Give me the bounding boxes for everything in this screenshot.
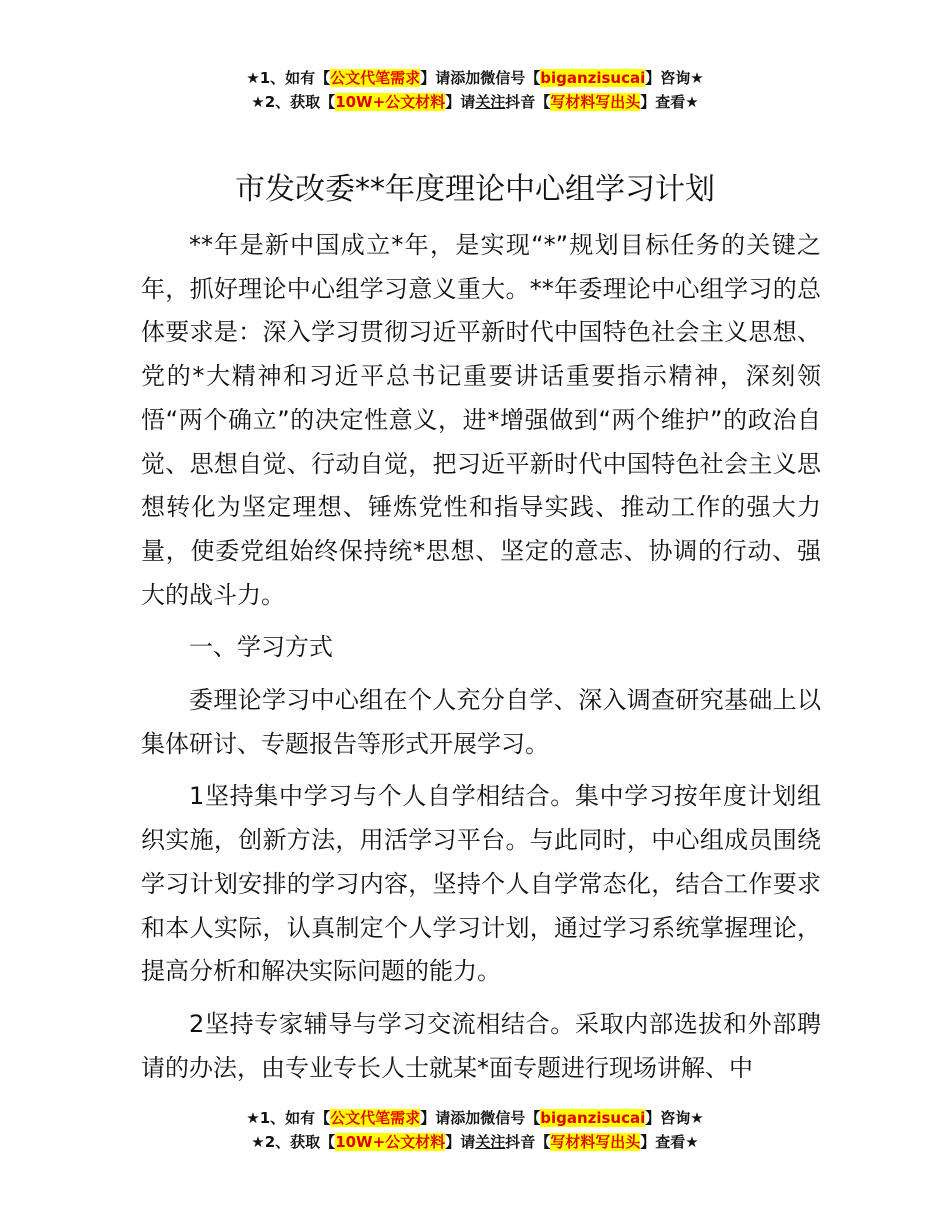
banner-text: 抖音【: [505, 1133, 551, 1151]
banner-highlight: 写材料写出头: [550, 1133, 641, 1151]
banner-text: 】咨询★: [645, 1109, 704, 1127]
banner-highlight: biganzisucai: [540, 1109, 646, 1127]
banner-text: ★2、获取【: [251, 1133, 336, 1151]
banner-line-2: [0, 1130, 950, 1154]
banner-text: 】咨询★: [645, 69, 704, 87]
banner-text: ★1、如有【: [246, 69, 331, 87]
banner-highlight: biganzisucai: [540, 69, 646, 87]
paragraph: 委理论学习中心组在个人充分自学、深入调查研究基础上以集体研讨、专题报告等形式开展学习。: [141, 686, 821, 758]
banner-text: 】请: [445, 93, 476, 111]
banner-text: ★2、获取【: [251, 93, 336, 111]
top-banner: [0, 66, 950, 114]
banner-text: 】查看★: [640, 1133, 699, 1151]
banner-text: 抖音【: [505, 93, 551, 111]
banner-highlight: 公文代笔需求: [330, 1109, 421, 1127]
banner-highlight: 写材料写出头: [550, 93, 641, 111]
banner-text: 】请: [445, 1133, 476, 1151]
banner-highlight: 10W+公文材料: [335, 93, 446, 111]
banner-underline: 关注: [475, 1133, 506, 1151]
paragraph-intro: **年是新中国成立*年，是实现“*”规划目标任务的关键之年，抓好理论中心组学习意义重大。**年委理论中心组学习的总体要求是：深入学习贯彻习近平新时代中国特色社会主义思想、党的*大精神和习近平总书记重要讲话重要指示精神，深刻领悟“两个确立”的决定性意义，进*增强做到“两个维护”的政治自觉、思想自觉、行动自觉，把习近平新时代中国特色社会主义思想转化为坚定理想、锤炼党性和指导实践、推动工作的强大力量，使委党组始终保持统*思想、坚定的意志、协调的行动、强大的战斗力。: [141, 231, 821, 609]
paragraph: 1坚持集中学习与个人自学相结合。集中学习按年度计划组织实施，创新方法，用活学习平台。与此同时，中心组成员围绕学习计划安排的学习内容，坚持个人自学常态化，结合工作要求和本人实际，认真制定个人学习计划，通过学习系统掌握理论，提高分析和解决实际问题的能力。: [141, 782, 821, 986]
paragraph: 2坚持专家辅导与学习交流相结合。采取内部选拔和外部聘请的办法，由专业专长人士就某*面专题进行现场讲解、中: [141, 1009, 821, 1082]
document-body: [141, 224, 821, 1090]
banner-text: 】查看★: [640, 93, 699, 111]
banner-highlight: 10W+公文材料: [335, 1133, 446, 1151]
section-heading: 一、学习方式: [189, 633, 333, 662]
banner-text: 】请添加微信号【: [420, 69, 541, 87]
document-title: 市发改委**年度理论中心组学习计划: [235, 172, 715, 207]
banner-line-2: [0, 90, 950, 114]
banner-text: ★1、如有【: [246, 1109, 331, 1127]
banner-text: 】请添加微信号【: [420, 1109, 541, 1127]
bottom-banner: [0, 1106, 950, 1154]
banner-highlight: 公文代笔需求: [330, 69, 421, 87]
banner-line-1: [0, 66, 950, 90]
banner-line-1: [0, 1106, 950, 1130]
banner-underline: 关注: [475, 93, 506, 111]
